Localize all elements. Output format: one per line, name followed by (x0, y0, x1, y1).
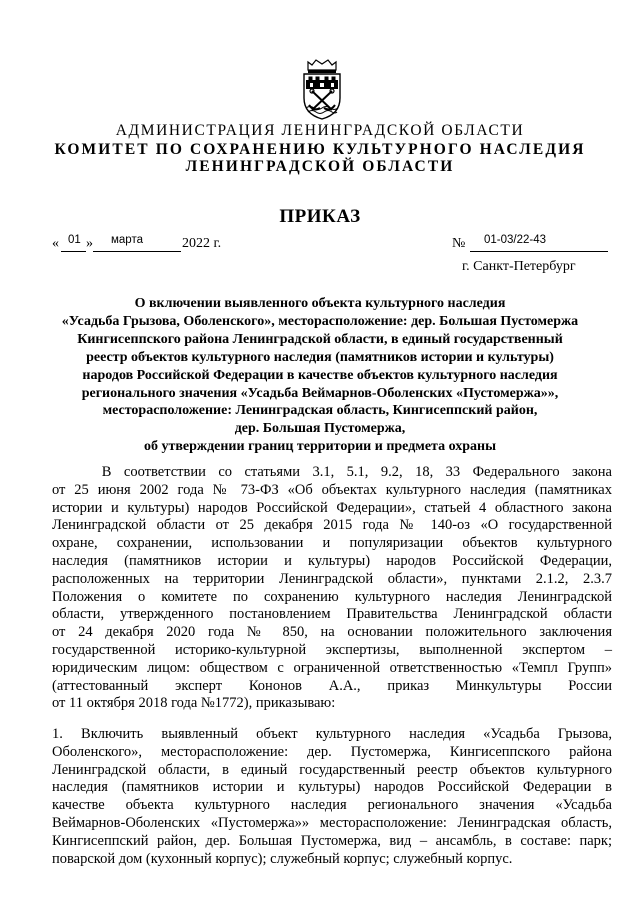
order-city: г. Санкт-Петербург (462, 259, 576, 274)
preamble-line: от 24 декабря 2020 года № 850, на основании положительного заключения (52, 624, 612, 641)
item-line: наследия (памятников истории и культуры) народов Российской Федерации в (52, 779, 612, 796)
title-line: «Усадьба Грызова, Оболенского», месторасположение: дер. Большая Пустомержа (61, 313, 579, 329)
preamble-line: истории и культуры) народов Российской Федерации», статьей 4 областного закона (52, 499, 612, 516)
title-line: народов Российской Федерации в качестве объектов культурного наследия (82, 367, 558, 383)
quote-close: » (86, 236, 93, 251)
preamble-line: государственной историко-культурной экспертизы, выполненной экспертом – (52, 641, 612, 658)
order-year: 2022 г. (182, 236, 222, 251)
month-underline (93, 251, 181, 252)
order-day: 01 (68, 234, 81, 246)
title-line: дер. Большая Пустомержа, (234, 421, 406, 437)
number-label: № (452, 236, 466, 251)
committee-name: КОМИТЕТ ПО СОХРАНЕНИЮ КУЛЬТУРНОГО НАСЛЕДИЯ (54, 141, 586, 158)
item-line: Оболенского», месторасположение: дер. Пустомержа, Кингисеппского района (52, 743, 612, 760)
order-number: 01-03/22-43 (484, 234, 547, 246)
title-line: О включении выявленного объекта культурного наследия (134, 296, 506, 311)
preamble-line: от 11 октября 2018 года №1772), приказываю: (52, 695, 336, 712)
item-line: поварской дом (кухонный корпус); служебный корпус; служебный корпус. (52, 850, 513, 867)
preamble-paragraph (52, 464, 612, 713)
preamble-line: области, утвержденного постановлением Правительства Ленинградской области (52, 606, 612, 623)
committee-region: ЛЕНИНГРАДСКОЙ ОБЛАСТИ (185, 158, 455, 175)
day-underline (61, 251, 86, 252)
item-line: 1. Включить выявленный объект культурного наследия «Усадьба Грызова, (52, 726, 612, 742)
preamble-line: наследия (памятников истории и культуры) народов Российской Федерации, (52, 552, 612, 569)
preamble-line: расположенных на территории Ленинградской области», пунктами 2.1.2, 2.3.7 (52, 570, 612, 587)
item-line: Ленинградской области, в единый государственный реестр объектов культурного (52, 761, 612, 778)
preamble-line: Положения о комитете по сохранению культурного наследия Ленинградской (52, 588, 612, 605)
preamble-line: Ленинградской области от 25 декабря 2015 года № 140-оз «О государственной (52, 517, 612, 534)
preamble-line: охране, сохранении, использовании и популяризации объектов культурного (52, 535, 612, 552)
order-item-1 (52, 726, 612, 868)
item-line: качестве объекта культурного наследия регионального значения «Усадьба (52, 797, 612, 814)
title-line: об утверждении границ территории и предмета охраны (143, 439, 497, 455)
preamble-line: (аттестованный эксперт Кононов А.А., приказ Минкультуры России (52, 677, 612, 694)
title-line: месторасположение: Ленинградская область, Кингисеппский район, (102, 403, 538, 419)
title-line: Кингисеппского района Ленинградской области, в единый государственный (77, 331, 563, 347)
order-title (40, 295, 600, 456)
title-line: реестр объектов культурного наследия (памятников истории и культуры) (86, 349, 554, 365)
order-month: марта (111, 234, 143, 246)
preamble-line: юридическим лицом: обществом с ограниченной ответственностью «Темпл Групп» (52, 659, 612, 676)
preamble-line: от 25 июня 2002 года № 73-ФЗ «Об объектах культурного наследия (памятниках (52, 481, 612, 498)
item-line: Кингисеппский район, дер. Большая Пустомержа, вид – ансамбль, в составе: парк; (52, 832, 612, 849)
title-line: регионального значения «Усадьба Веймарнов-Оболенских «Пустомержа»», (81, 385, 559, 401)
preamble-line: В соответствии со статьями 3.1, 5.1, 9.2, 18, 33 Федерального закона (52, 464, 612, 480)
leningrad-oblast-coat-of-arms-icon (300, 58, 344, 120)
item-line: Веймарнов-Оболенских «Пустомержа»» месторасположение: Ленинградская область, (52, 814, 612, 831)
document-type-title: ПРИКАЗ (279, 206, 361, 227)
quote-open: « (52, 236, 59, 251)
number-underline (470, 251, 608, 252)
administration-name: АДМИНИСТРАЦИЯ ЛЕНИНГРАДСКОЙ ОБЛАСТИ (115, 122, 525, 139)
